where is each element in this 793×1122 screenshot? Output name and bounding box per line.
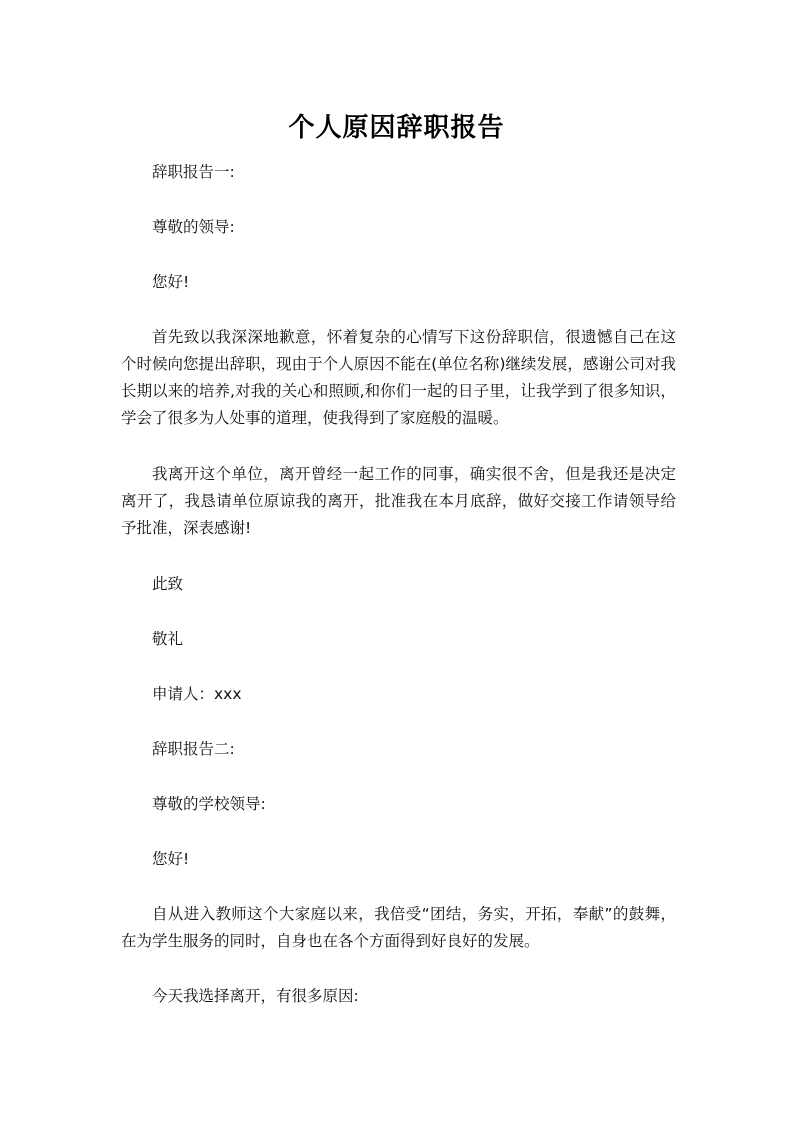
paragraph-reasons: 今天我选择离开，有很多原因:	[152, 987, 359, 1005]
paragraph-salutation: 尊敬的领导:	[152, 218, 235, 236]
paragraph-applicant: 申请人：xxx	[152, 685, 242, 703]
paragraph-greeting: 您好!	[152, 273, 190, 291]
paragraph-body-teacher: 自从进入教师这个大家庭以来，我倍受“团结，务实，开拓，奉献”的鼓舞，在为学生服务的同时，自身也在各个方面得到好良好的发展。	[121, 905, 676, 950]
paragraph-report-one-heading: 辞职报告一:	[152, 163, 235, 181]
paragraph-salutation-school: 尊敬的学校领导:	[152, 795, 266, 813]
paragraph-body-apology: 首先致以我深深地歉意，怀着复杂的心情写下这份辞职信，很遗憾自己在这个时候向您提出辞职，现由于个人原因不能在(单位名称)继续发展，感谢公司对我长期以来的培养,对我的关心和照顾,和你们一起的日子里，让我学到了很多知识，学会了很多为人处事的道理，使我得到了家庭般的温暖。	[121, 328, 676, 427]
paragraph-greeting-two: 您好!	[152, 850, 190, 868]
document-title: 个人原因辞职报告	[288, 113, 505, 143]
paragraph-closing-ci-zhi: 此致	[152, 575, 184, 593]
paragraph-closing-jing-li: 敬礼	[152, 630, 184, 648]
paragraph-body-request: 我离开这个单位，离开曾经一起工作的同事，确实很不舍，但是我还是决定离开了，我恳请单位原谅我的离开，批准我在本月底辞，做好交接工作请领导给予批准，深表感谢!	[121, 465, 676, 537]
paragraph-report-two-heading: 辞职报告二:	[152, 740, 235, 758]
